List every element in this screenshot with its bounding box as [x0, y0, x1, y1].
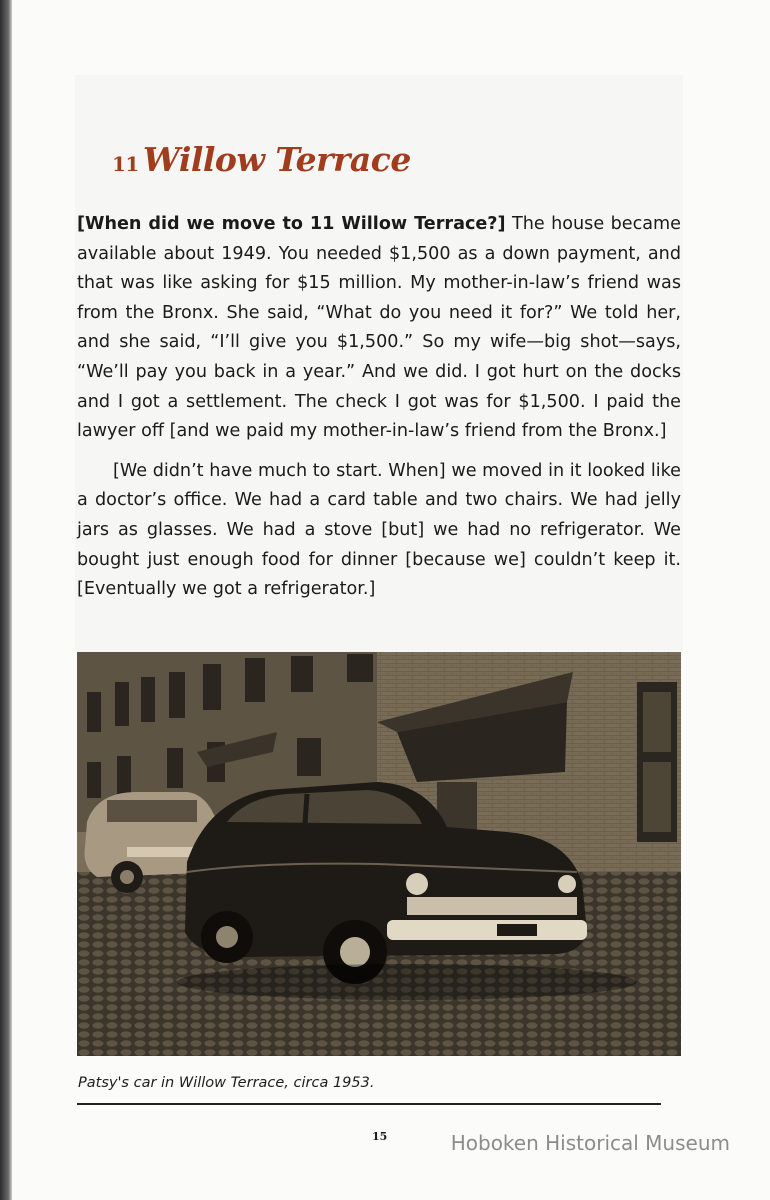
- body-text: [77, 210, 681, 605]
- interview-question: [When did we move to 11 Willow Terrace?]: [77, 214, 506, 234]
- watermark: Hoboken Historical Museum: [450, 1131, 730, 1155]
- section-title: [112, 140, 411, 179]
- photo-caption: Patsy's car in Willow Terrace, circa 1953.: [78, 1075, 375, 1091]
- historic-photo-car: [77, 652, 681, 1056]
- paragraph-2: [We didn’t have much to start. When] we moved in it looked like a doctor’s office. We had a card table and two chairs. We had jelly jars as glasses. We had a stove [but] we had no refrigerator. We bought just enough food for dinner [because we] couldn’t keep it. [Eventually we got a refrigerator.]: [77, 460, 681, 600]
- page-number: 15: [372, 1130, 388, 1143]
- book-binding-edge: [0, 0, 12, 1200]
- section-title-number: 11: [112, 152, 139, 176]
- section-title-name: Willow Terrace: [142, 140, 411, 179]
- paragraph-1-text: The house became available about 1949. You needed $1,500 as a down payment, and that was like asking for $15 million. My mother-in-law’s friend was from the Bronx. She said, “What do you need it for?” We told her, and she said, “I’ll give you $1,500.” So my wife—big shot—says, “We’ll pay you back in a year.” And we did. I got hurt on the docks and I got a settlement. The check I got was for $1,500. I paid the lawyer off [and we paid my mother-in-law’s friend from the Bronx.]: [77, 214, 681, 442]
- caption-rule: [77, 1103, 661, 1105]
- paragraph-1: [77, 210, 681, 447]
- car-photo-illustration: [77, 652, 681, 1056]
